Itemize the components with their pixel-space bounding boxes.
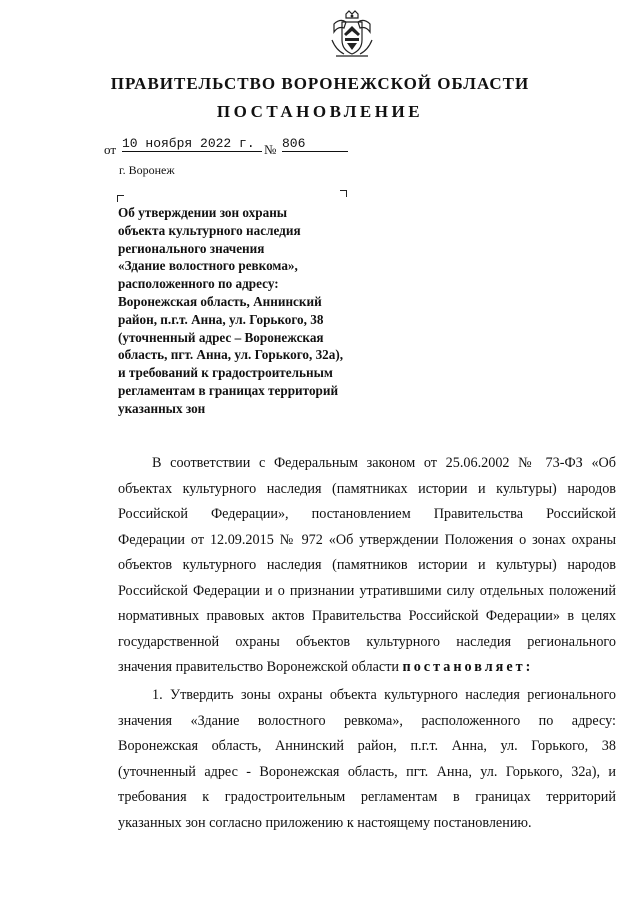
- body-line-prefix: значения правительство Воронежской области: [118, 659, 399, 675]
- document-title: [118, 204, 393, 418]
- title-line: (уточненный адрес – Воронежская: [118, 329, 324, 345]
- decree-keyword: постановляет:: [402, 659, 534, 675]
- body-line: В соответствии с Федеральным законом от 25.06.2002 № 73-ФЗ «Об: [152, 455, 616, 471]
- body-line: значения «Здание волостного ревкома», расположенного по адресу:: [118, 712, 616, 729]
- body-line: требования к градостроительным регламентам в границах территорий: [118, 789, 616, 805]
- body-line: объектов культурного наследия (памятников истории и культуры) народов: [118, 557, 616, 573]
- title-line: регламентам в границах территорий: [118, 382, 339, 398]
- title-corner-right: [340, 190, 347, 197]
- date-from-label: от: [104, 142, 117, 157]
- title-line: объекта культурного наследия: [118, 222, 301, 238]
- body-line: объектах культурного наследия (памятниках истории и культуры) народов: [118, 480, 616, 497]
- body-paragraph-2: [118, 683, 616, 836]
- body-line: указанных зон согласно приложению к настоящему постановлению.: [118, 814, 532, 831]
- body-line: [118, 655, 616, 681]
- body-line: Российской Федерации и о признании утратившими силу отдельных положений: [118, 582, 616, 599]
- title-line: и требований к градостроительным: [118, 365, 333, 381]
- title-line: Воронежская область, Аннинский: [118, 293, 322, 309]
- body-line: государственной охраны объектов культурного наследия регионального: [118, 633, 616, 650]
- title-corner-left: [117, 195, 124, 202]
- body-line: Российской Федерации», постановлением Правительства Российской: [118, 506, 616, 522]
- document-type-title: ПОСТАНОВЛЕНИЕ: [216, 102, 424, 121]
- number-label: №: [264, 142, 277, 157]
- place-of-issue: г. Воронеж: [119, 163, 175, 177]
- body-line: (уточненный адрес - Воронежская область, пгт. Анна, ул. Горького, 32а), и: [118, 763, 616, 780]
- document-number: 806: [282, 136, 348, 152]
- title-line: указанных зон: [118, 400, 206, 416]
- document-date: 10 ноября 2022 г.: [122, 136, 262, 152]
- organization-title: ПРАВИТЕЛЬСТВО ВОРОНЕЖСКОЙ ОБЛАСТИ: [110, 74, 530, 93]
- title-line: область, пгт. Анна, ул. Горького, 32а),: [118, 347, 344, 363]
- title-line: «Здание волостного ревкома»,: [118, 258, 298, 274]
- title-line: район, п.г.т. Анна, ул. Горького, 38: [118, 311, 324, 327]
- body-line: Федерации от 12.09.2015 № 972 «Об утверждении Положения о зонах охраны: [118, 531, 616, 548]
- body-paragraph-1: [118, 451, 616, 681]
- title-line: Об утверждении зон охраны: [118, 205, 288, 220]
- coat-of-arms-icon: [326, 10, 378, 60]
- body-line: 1. Утвердить зоны охраны объекта культурного наследия регионального: [152, 687, 616, 703]
- title-line: регионального значения: [118, 240, 265, 256]
- body-line: нормативных правовых актов Правительства Российской Федерации» в целях: [118, 608, 616, 624]
- body-line: Воронежская область, Аннинский район, п.г.т. Анна, ул. Горького, 38: [118, 738, 616, 754]
- title-line: расположенного по адресу:: [118, 276, 279, 292]
